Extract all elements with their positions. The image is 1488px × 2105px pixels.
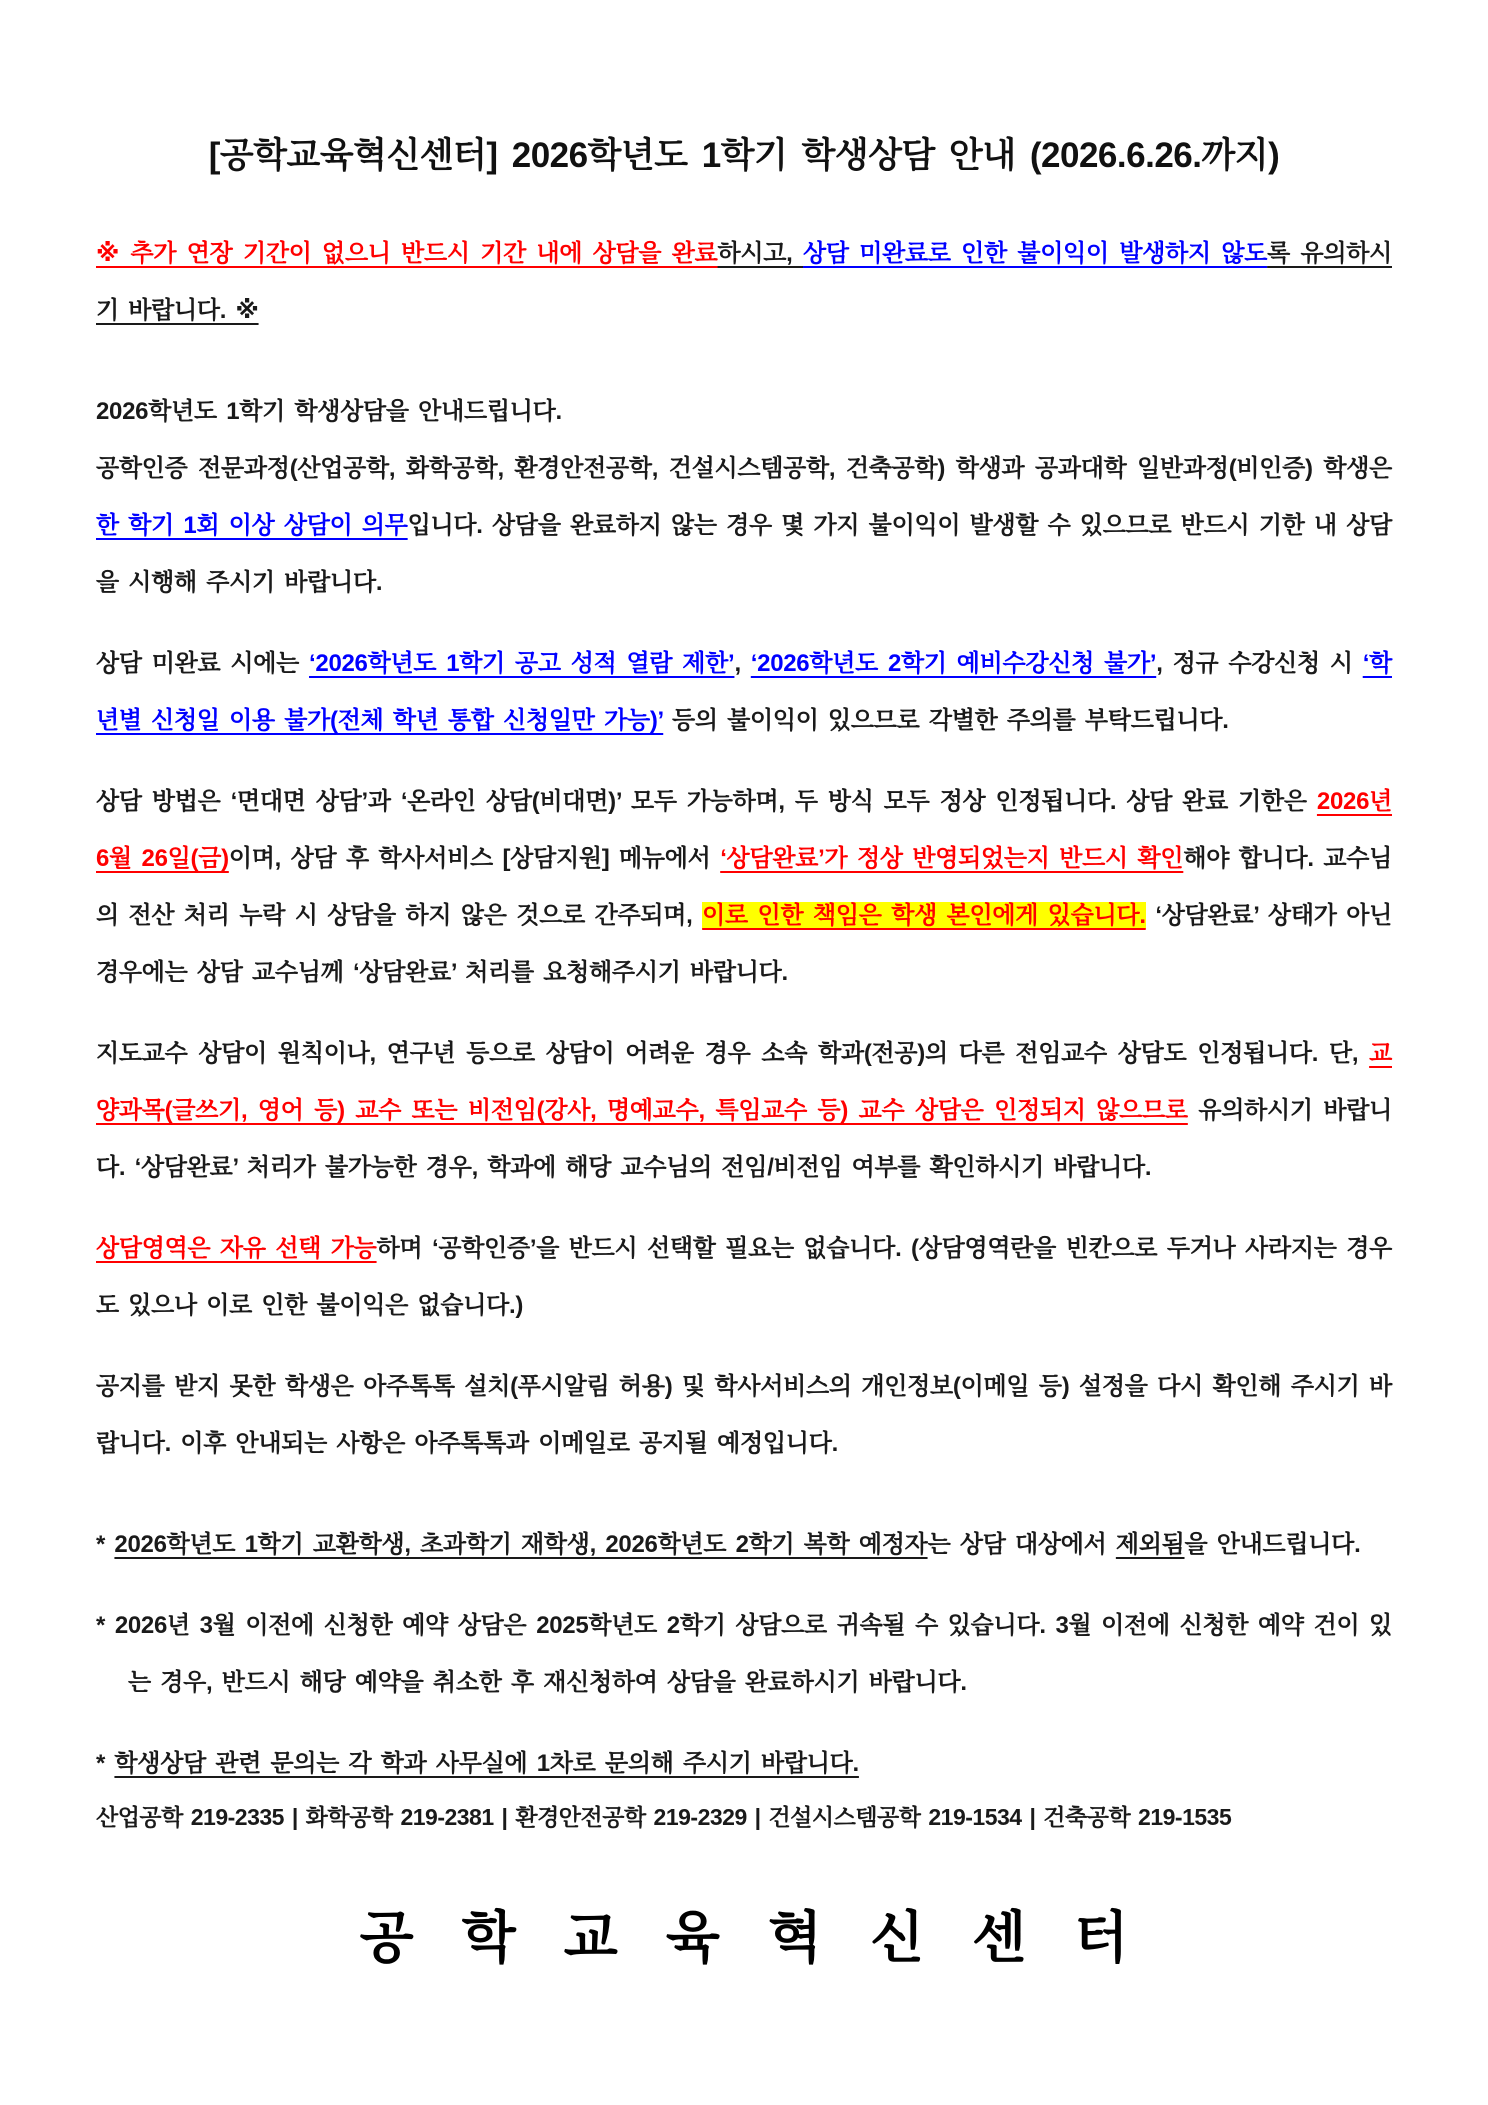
footer-org-title-text: 공학교육혁신센터 — [359, 1906, 1177, 1970]
bullet-excluded-students: * 2026학년도 1학기 교환학생, 초과학기 재학생, 2026학년도 2학기 복학 예정자는 상담 대상에서 제외됨을 안내드립니다. — [96, 1531, 1361, 1559]
bullet-reservation-notice: * 2026년 3월 이전에 신청한 예약 상담은 2025학년도 2학기 상담으로 귀속될 수 있습니다. 3월 이전에 신청한 예약 건이 있는 경우, 반드시 해당 예약을 취소한 후 재신청하여 상담을 완료하시기 바랍니다. — [96, 1612, 1392, 1697]
footer-org-title — [96, 1894, 1392, 1974]
top-warning: ※ 추가 연장 기간이 없으니 반드시 기간 내에 상담을 완료하시고, 상담 미완료로 인한 불이익이 발생하지 않도록 유의하시기 바랍니다. ※ — [96, 240, 1392, 325]
document-body — [96, 225, 1392, 1792]
advisor-paragraph: 지도교수 상담이 원칙이나, 연구년 등으로 상담이 어려운 경우 소속 학과(전공)의 다른 전임교수 상담도 인정됩니다. 단, 교양과목(글쓰기, 영어 등) 교수 또는 비전임(강사, 명예교수, 특임교수 등) 교수 상담은 인정되지 않으므로 유의하시기 바랍니다. ‘상담완료’ 처리가 불가능한 경우, 학과에 해당 교수님의 전임/비전임 여부를 확인하시기 바랍니다. — [96, 1040, 1392, 1182]
department-contact-line: 산업공학 219-2335 | 화학공학 219-2381 | 환경안전공학 219-2329 | 건설시스템공학 219-1534 | 건축공학 219-1535 — [96, 1804, 1232, 1831]
intro-paragraph: 2026학년도 1학기 학생상담을 안내드립니다. 공학인증 전문과정(산업공학, 화학공학, 환경안전공학, 건설시스템공학, 건축공학) 학생과 공과대학 일반과정(비인증) 학생은 한 학기 1회 이상 상담이 의무입니다. 상담을 완료하지 않는 경우 몇 가지 불이익이 발생할 수 있으므로 반드시 기한 내 상담을 시행해 주시기 바랍니다. — [96, 398, 1392, 597]
method-deadline-paragraph: 상담 방법은 ‘면대면 상담’과 ‘온라인 상담(비대면)’ 모두 가능하며, 두 방식 모두 정상 인정됩니다. 상담 완료 기한은 2026년 6월 26일(금)이며, 상담 후 학사서비스 [상담지원] 메뉴에서 ‘상담완료’가 정상 반영되었는지 반드시 확인해야 합니다. 교수님의 전산 처리 누락 시 상담을 하지 않은 것으로 간주되며, 이로 인한 책임은 학생 본인에게 있습니다. ‘상담완료’ 상태가 아닌 경우에는 상담 교수님께 ‘상담완료’ 처리를 요청해주시기 바랍니다. — [96, 788, 1392, 987]
page-title: [공학교육혁신센터] 2026학년도 1학기 학생상담 안내 (2026.6.26.까지) — [208, 136, 1280, 175]
notification-paragraph: 공지를 받지 못한 학생은 아주톡톡 설치(푸시알림 허용) 및 학사서비스의 개인정보(이메일 등) 설정을 다시 확인해 주시기 바랍니다. 이후 안내되는 사항은 아주톡톡과 이메일로 공지될 예정입니다. — [96, 1373, 1392, 1458]
bullet-inquiry: * 학생상담 관련 문의는 각 학과 사무실에 1차로 문의해 주시기 바랍니다. — [96, 1750, 859, 1778]
penalty-paragraph: 상담 미완료 시에는 ‘2026학년도 1학기 공고 성적 열람 제한’, ‘2026학년도 2학기 예비수강신청 불가’, 정규 수강신청 시 ‘학년별 신청일 이용 불가(전체 학년 통합 신청일만 가능)’ 등의 불이익이 있으므로 각별한 주의를 부탁드립니다. — [96, 650, 1392, 735]
area-selection-paragraph: 상담영역은 자유 선택 가능하며 ‘공학인증’을 반드시 선택할 필요는 없습니다. (상담영역란을 빈칸으로 두거나 사라지는 경우도 있으나 이로 인한 불이익은 없습니다.) — [96, 1235, 1393, 1320]
